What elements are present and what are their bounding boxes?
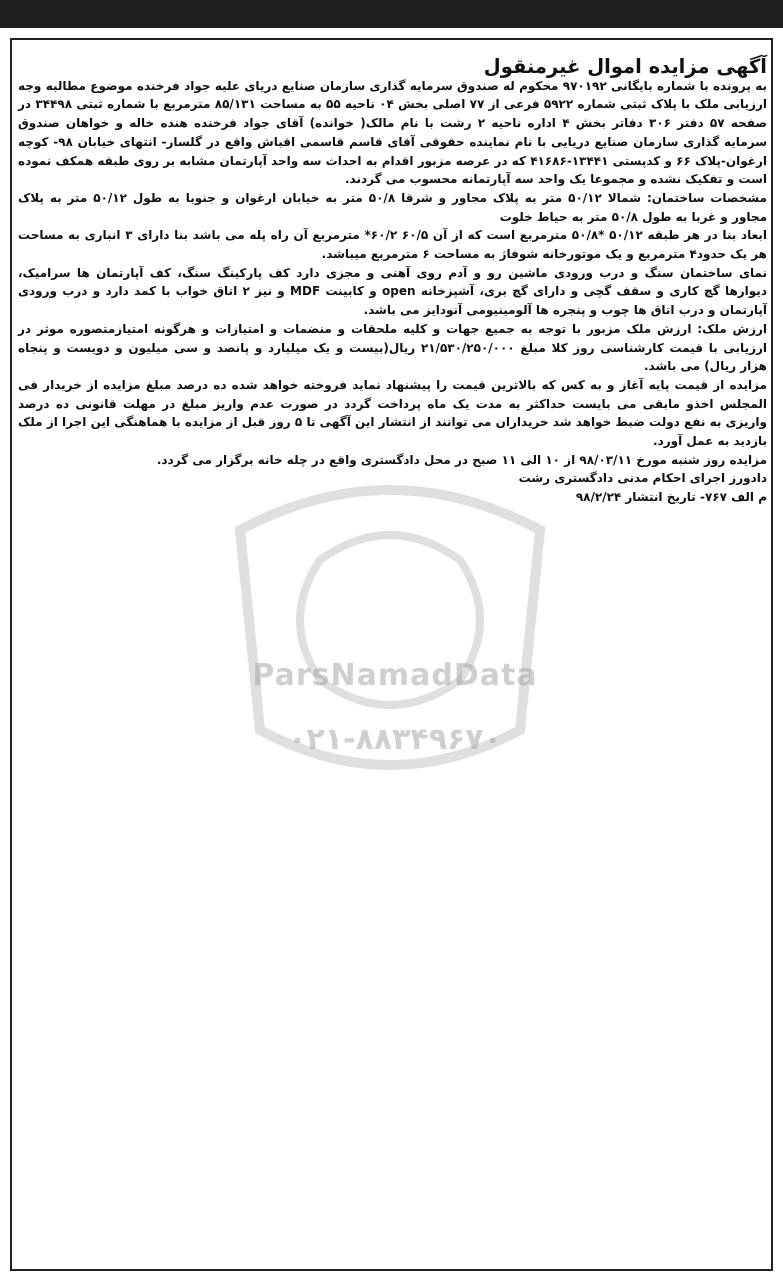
top-bar bbox=[0, 0, 783, 28]
notice-paragraph-dimensions: ابعاد بنا در هر طبقه ۵۰/۱۲ *۵۰/۸ مترمربع است که از آن ۶۰/۵ ۶۰/۲* مترمربع آن راه پله می باشد بنا دارای ۳ انباری به مساحت هر یک حدود۴ مترمربع و یک موتورخانه شوفاژ به مساحت ۶ مترمربع میباشد. bbox=[18, 228, 768, 262]
notice-paragraph-features: نمای ساختمان سنگ و درب ورودی ماشین رو و آدم روی آهنی و مجزی دارد کف پارکینگ سنگ، کف آپارتمان ها سرامیک، دیوارها گچ کاری و سقف گچی و دارای گچ بری، آشپزخانه open و کابینت MDF و نیز ۲ اتاق خواب با کمد دارد و درب ورودی آپارتمان و درب اتاق ها چوب و پنجره ها آلومینیومی آنودایز می باشد. bbox=[18, 265, 767, 318]
notice-paragraph-terms: مزایده از قیمت پایه آغاز و به کس که بالاترین قیمت را پیشنهاد نماید فروخته خواهد شده ده درصد مبلغ مزایده از خریدار فی المجلس اخذو مابقی می بایست حداکثر به مدت یک ماه پرداخت گردد در صورت عدم واریز مبلغ در مهلت قانونی ده درصد واریزی به نفع دولت ضبط خواهد شد خریداران می توانند از انتشار این آگهی تا ۵ روز قبل از مزایده با هماهنگی این اجرا از ملک بازدید به عمل آورد. bbox=[18, 377, 767, 449]
watermark-brand: ParsNamadData bbox=[252, 658, 538, 693]
watermark-phone: ۰۲۱-۸۸۳۴۹۶۷۰ bbox=[288, 722, 502, 757]
notice-signature: دادورز اجرای احکام مدنی دادگستری رشت bbox=[518, 471, 767, 486]
notice-paragraph-boundaries: مشخصات ساختمان: شمالا ۵۰/۱۲ متر به پلاک مجاور و شرقا ۵۰/۸ متر به خیابان ارغوان و جنوبا به طول ۵۰/۱۲ متر به پلاک مجاور و غربا به طول ۵۰/۸ متر به حیاط خلوت bbox=[18, 190, 767, 224]
notice-paragraph-date: مزایده روز شنبه مورخ ۹۸/۰۳/۱۱ از ۱۰ الی ۱۱ صبح در محل دادگستری واقع در چله خانه برگزار می گردد. bbox=[156, 452, 767, 467]
notice-footer: م الف ۷۶۷- تاریخ انتشار ۹۸/۲/۲۴ bbox=[575, 490, 767, 505]
notice-title: آگهی مزایده اموال غیرمنقول bbox=[483, 55, 767, 78]
notice-paragraph-value: ارزش ملک: ارزش ملک مزبور با توجه به جمیع جهات و کلیه ملحقات و منضمات و امتیازات و هرگونه امتیازمتصوره موثر در ارزیابی با قیمت کارشناسی روز کلا مبلغ ۲۱/۵۳۰/۲۵۰/۰۰۰ ریال(بیست و یک میلیارد و پانصد و سی میلیون و دویست و پنجاه هزار ریال) می باشد. bbox=[18, 321, 768, 374]
notice-content bbox=[18, 55, 768, 1268]
notice-paragraph-case: به پرونده با شماره بایگانی ۹۷۰۱۹۲ محکوم له صندوق سرمایه گذاری سازمان صنایع دریای علیه جواد فرخنده موضوع مطالبه وجه ارزیابی ملک با پلاک ثبتی شماره ۵۹۲۲ فرعی از ۷۷ اصلی بخش ۰۴ ناحیه ۵۵ به مساحت ۸۵/۱۳۱ مترمربع با شماره ثبتی ۳۴۴۹۸ در صفحه ۵۷ دفتر ۳۰۶ دفاتر بخش ۴ اداره ناحیه ۲ رشت با نام مالک( خوانده) آقای جواد فرخنده هنده خاله و خواهان صندوق سرمایه گذاری سازمان صنایع دریایی با نام نماینده حقوقی آقای قاسم قاسمی اقباش واقع در گلسار- انتهای خیابان ۹۸- کوچه ارغوان-پلاک ۶۶ و کدپستی ۱۳۴۴۱-۴۱۶۸۶ که در عرصه مزبور اقدام به احداث سه واحد آپارتمان مشابه بر روی طبقه همکف نموده است و تفکیک نشده و مجموعا یک واحد سه آپارتمانه محسوب می گردند. bbox=[18, 78, 768, 187]
